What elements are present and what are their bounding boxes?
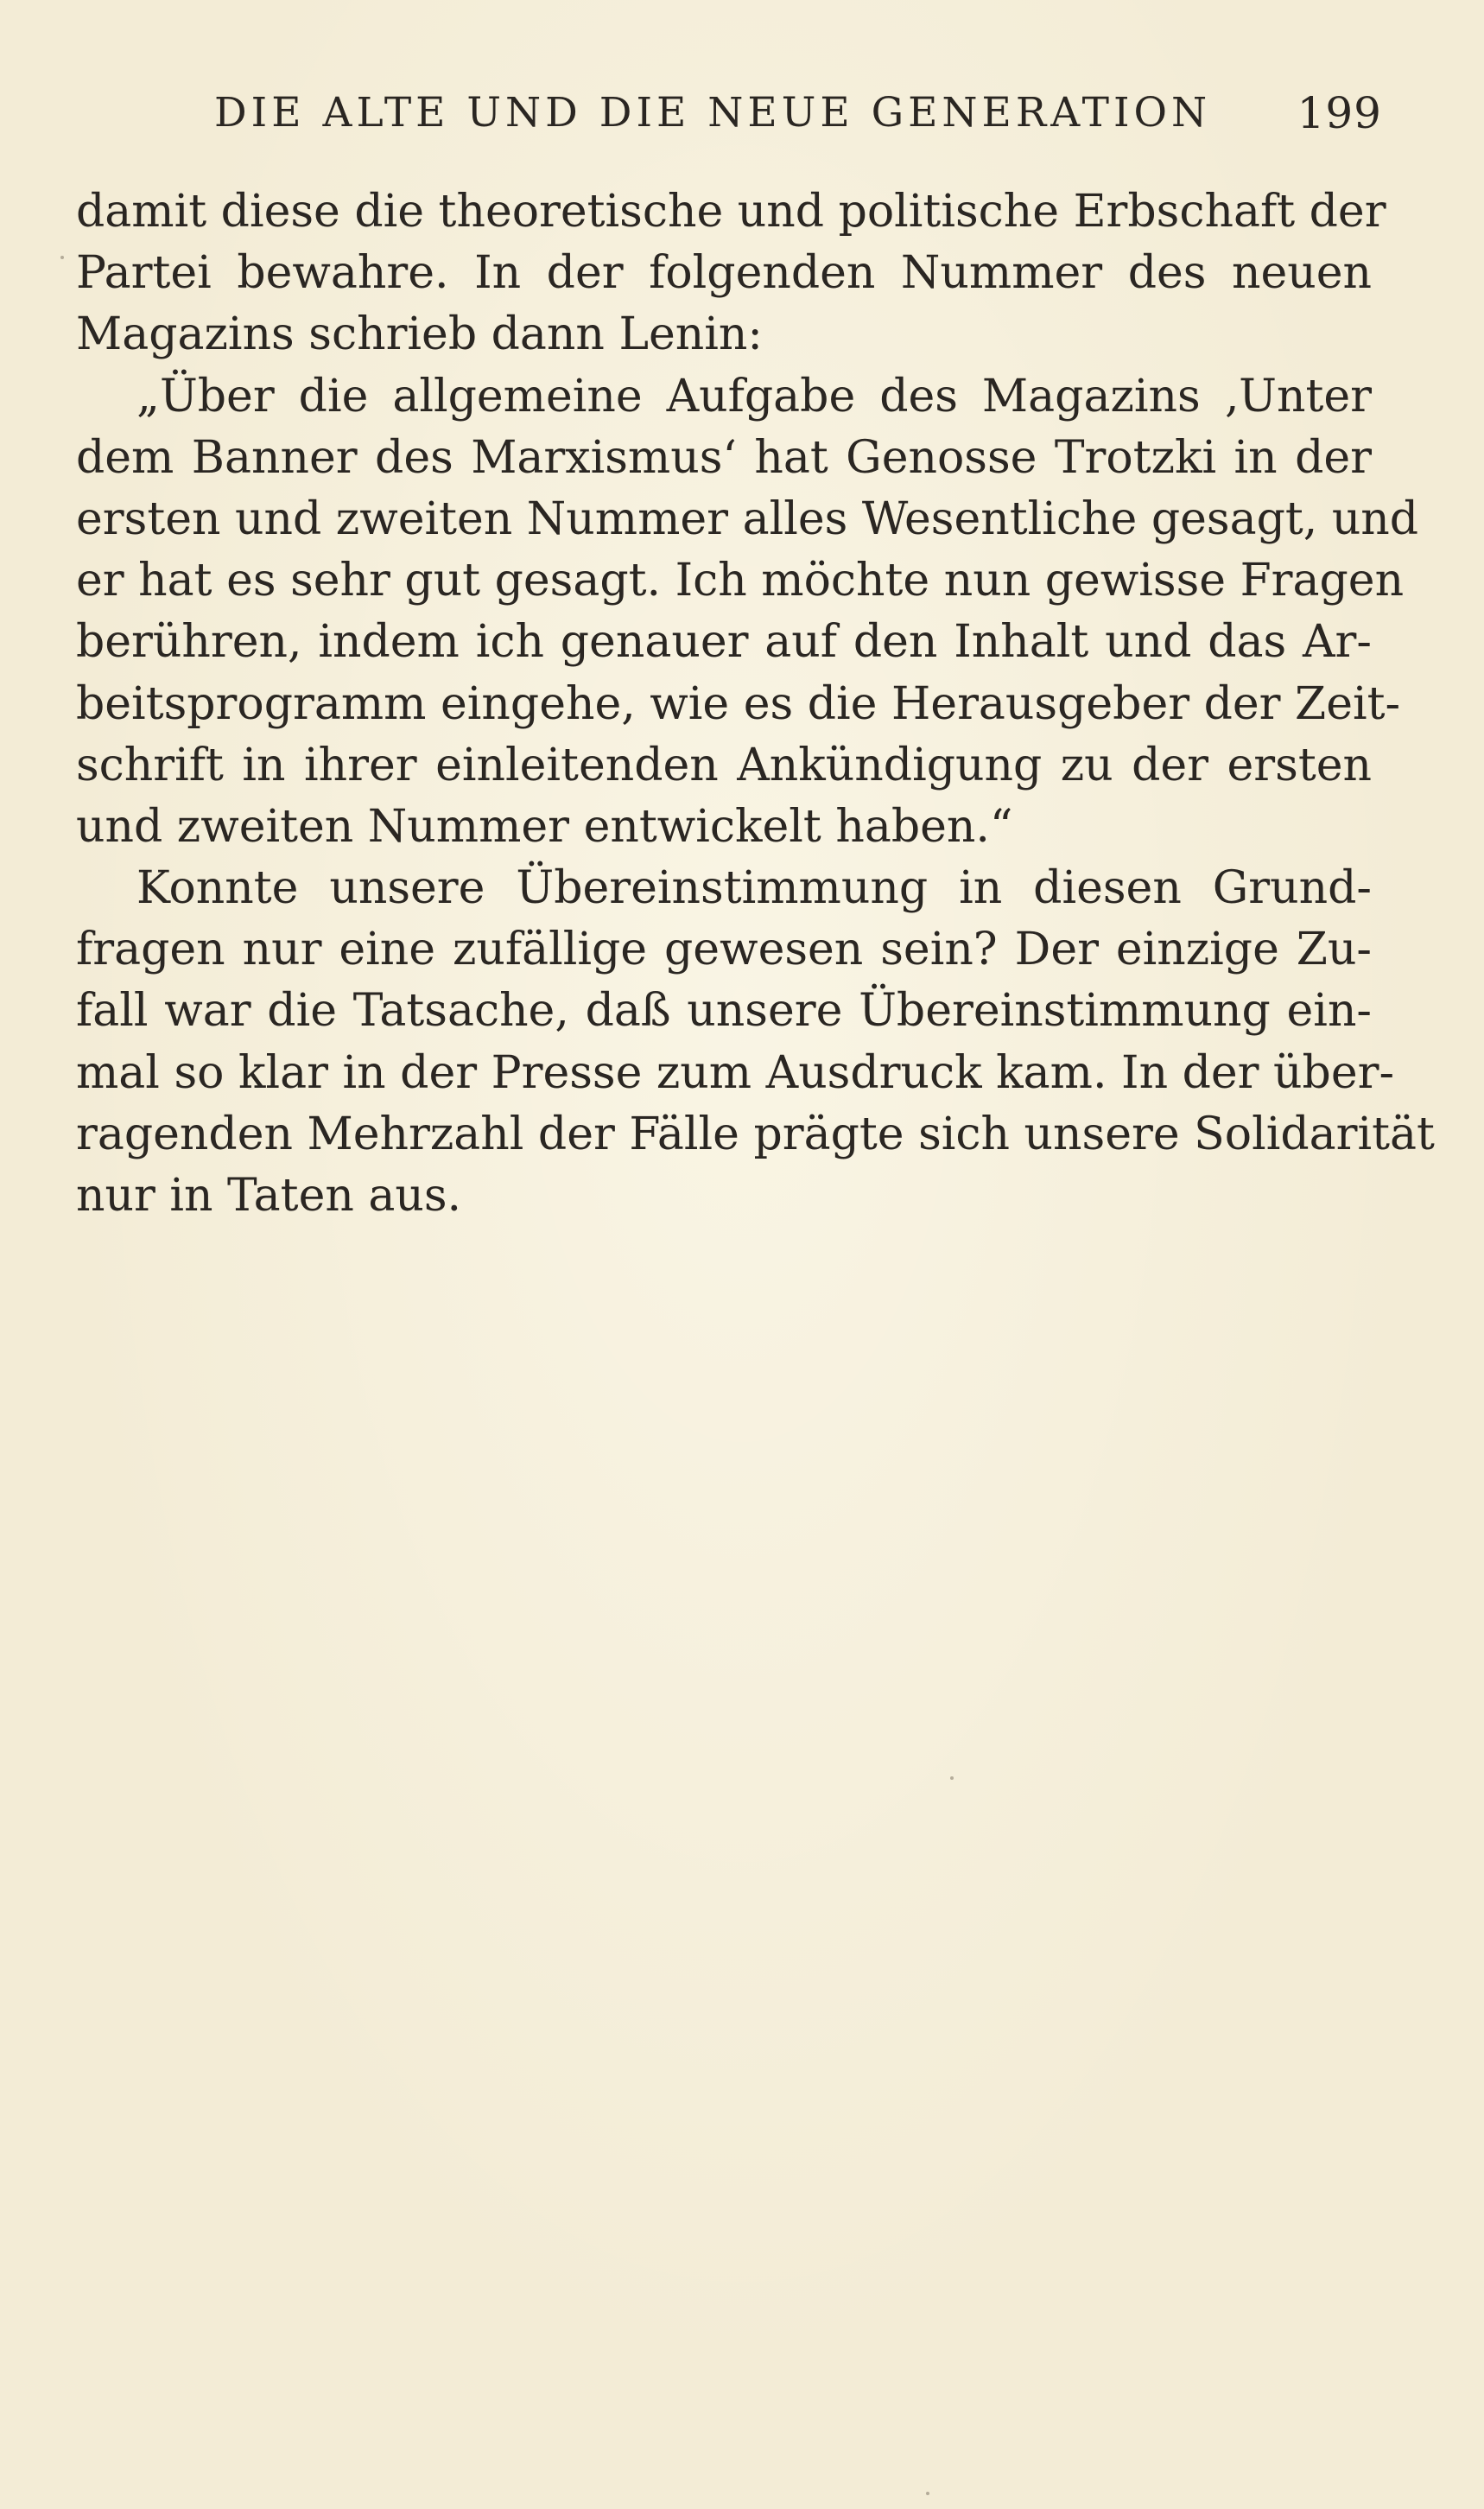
text-line: und zweiten Nummer entwickelt haben.“ bbox=[76, 800, 1013, 853]
paper-speck bbox=[60, 256, 64, 259]
text-line: ragenden Mehrzahl der Fälle prägte sich unsere Solidarität bbox=[76, 1108, 1435, 1160]
text-line: ersten und zweiten Nummer alles Wesentliche gesagt, und bbox=[76, 492, 1419, 545]
paragraph bbox=[76, 858, 1435, 1227]
text-line: er hat es sehr gut gesagt. Ich möchte nun gewisse Fragen bbox=[76, 555, 1405, 607]
body-text bbox=[76, 181, 1435, 1227]
paper-speck bbox=[926, 2492, 929, 2495]
page-number: 199 bbox=[1297, 88, 1382, 138]
text-line: Magazins schrieb dann Lenin: bbox=[76, 308, 763, 361]
text-line: „Über die allgemeine Aufgabe des Magazins ‚Unter bbox=[136, 370, 1372, 422]
text-line: fragen nur eine zufällige gewesen sein? Der einzige Zu- bbox=[76, 924, 1372, 976]
text-line: damit diese die theoretische und politische Erbschaft der bbox=[76, 186, 1386, 238]
text-line: dem Banner des Marxismus‘ hat Genosse Trotzki in der bbox=[76, 431, 1372, 484]
text-line: fall war die Tatsache, daß unsere Übereinstimmung ein- bbox=[76, 985, 1372, 1038]
text-line: schrift in ihrer einleitenden Ankündigung zu der ersten bbox=[76, 739, 1372, 791]
running-title: DIE ALTE UND DIE NEUE GENERATION bbox=[214, 89, 1212, 137]
paper-speck bbox=[950, 1776, 954, 1780]
text-line: mal so klar in der Presse zum Ausdruck kam. In der über- bbox=[76, 1046, 1395, 1099]
paragraph bbox=[76, 181, 1386, 366]
text-line: nur in Taten aus. bbox=[76, 1170, 462, 1222]
quote-paragraph bbox=[76, 366, 1419, 859]
text-line: Partei bewahre. In der folgenden Nummer des neuen bbox=[76, 247, 1372, 300]
page-header bbox=[214, 83, 1382, 143]
text-line: Konnte unsere Übereinstimmung in diesen Grund- bbox=[136, 862, 1372, 915]
text-line: beitsprogramm eingehe, wie es die Herausgeber der Zeit- bbox=[76, 677, 1401, 730]
text-line: berühren, indem ich genauer auf den Inhalt und das Ar- bbox=[76, 616, 1372, 669]
